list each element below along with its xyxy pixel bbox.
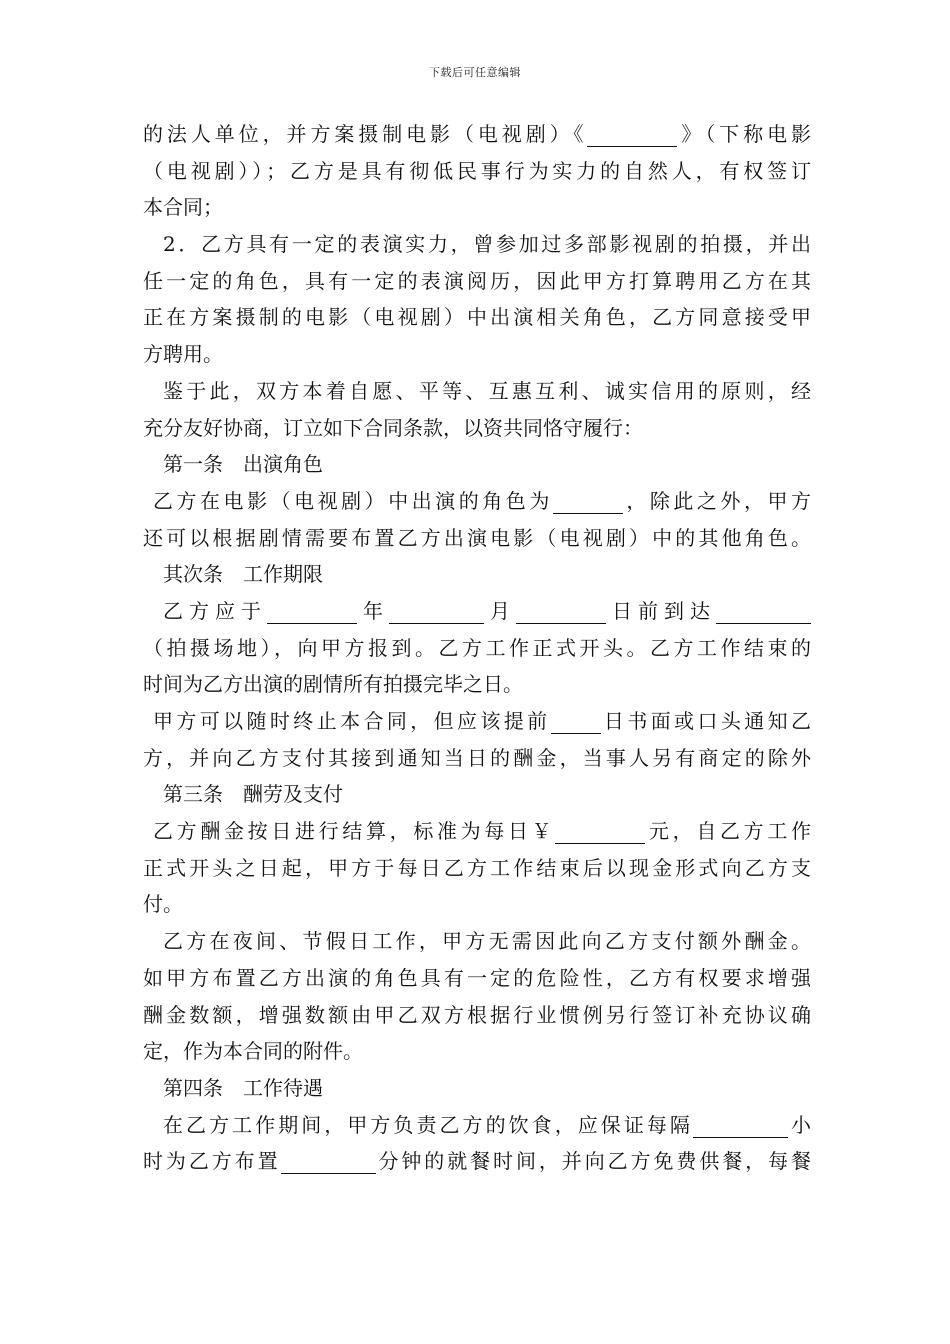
article-heading-1: 第一条 出演角色 xyxy=(163,452,323,477)
text-line: 时间为乙方出演的剧情所有拍摄完毕之日。 xyxy=(143,672,523,697)
text-segment: 时为乙方布置 xyxy=(143,1149,281,1174)
text-segment: 日前到达 xyxy=(606,598,716,623)
meal-minutes-blank xyxy=(281,1149,376,1174)
day-blank xyxy=(516,599,606,624)
text-line: 正式开头之日起，甲方于每日乙方工作结束后以现金形式向乙方支 xyxy=(143,855,811,880)
text-line xyxy=(143,813,811,850)
text-segment: 乙方应于 xyxy=(163,598,267,623)
location-blank xyxy=(716,599,811,624)
text-line: 方聘用。 xyxy=(143,342,223,367)
text-line: 还可以根据剧情需要布置乙方出演电影（电视剧）中的其他角色。 xyxy=(143,525,811,550)
text-line: 如甲方布置乙方出演的角色具有一定的危险性，乙方有权要求增强 xyxy=(143,965,811,990)
text-segment: 的法人单位，并方案摄制电影（电视剧）《 xyxy=(143,122,588,146)
article-heading-2: 其次条 工作期限 xyxy=(163,562,323,587)
contract-body xyxy=(143,116,811,1180)
text-segment: 在乙方工作期间，甲方负责乙方的饮食，应保证每隔 xyxy=(163,1112,693,1137)
text-line: 本合同； xyxy=(143,195,223,220)
text-line: 鉴于此，双方本着自愿、平等、互惠互利、诚实信用的原则，经 xyxy=(163,378,811,403)
page-header: 下载后可任意编辑 xyxy=(429,66,521,79)
meal-interval-blank xyxy=(693,1113,788,1138)
text-segment: 年 xyxy=(357,598,389,623)
text-segment: 乙方酬金按日进行结算，标准为每日￥ xyxy=(153,819,556,844)
daily-fee-blank xyxy=(555,819,645,844)
year-blank xyxy=(267,599,357,624)
role-blank xyxy=(553,489,623,514)
text-line: 正在方案摄制的电影（电视剧）中出演相关角色，乙方同意接受甲 xyxy=(143,305,811,330)
text-segment: ，除此之外，甲方 xyxy=(622,488,812,513)
text-line: 任一定的角色，具有一定的表演阅历，因此甲方打算聘用乙方在其 xyxy=(143,268,811,293)
text-segment: 月 xyxy=(484,598,516,623)
text-segment: 乙方在电影（电视剧）中出演的角色为 xyxy=(153,488,553,513)
text-line: 付。 xyxy=(143,892,183,917)
text-segment: 分钟的就餐时间，并向乙方免费供餐，每餐 xyxy=(375,1149,812,1174)
text-line xyxy=(143,483,811,520)
article-heading-3: 第三条 酬劳及支付 xyxy=(163,782,343,807)
text-line xyxy=(143,593,811,630)
text-line xyxy=(143,116,811,153)
text-line xyxy=(143,703,811,740)
text-segment: 甲方可以随时终止本合同，但应该提前 xyxy=(153,709,551,733)
text-line: 方，并向乙方支付其接到通知当日的酬金，当事人另有商定的除外 xyxy=(143,745,811,770)
text-line: （拍摄场地），向甲方报到。乙方工作正式开头。乙方工作结束的 xyxy=(143,635,811,660)
text-line xyxy=(143,1143,811,1180)
film-title-blank xyxy=(587,122,677,147)
text-line: （电视剧））；乙方是具有彻低民事行为实力的自然人，有权签订 xyxy=(143,158,811,183)
text-line: 定，作为本合同的附件。 xyxy=(143,1039,363,1064)
text-segment: 日书面或口头通知乙 xyxy=(600,709,812,733)
text-line xyxy=(143,1107,811,1144)
text-line: 充分友好协商，订立如下合同条款，以资共同恪守履行： xyxy=(143,415,643,440)
text-segment: 元，自乙方工作 xyxy=(645,819,812,844)
text-segment: 小 xyxy=(787,1112,812,1137)
text-line: 乙方在夜间、节假日工作，甲方无需因此向乙方支付额外酬金。 xyxy=(163,929,811,954)
text-line: 酬金数额，增强数额由甲乙双方根据行业惯例另行签订补充协议确 xyxy=(143,1002,811,1027)
article-heading-4: 第四条 工作待遇 xyxy=(163,1075,323,1100)
text-line: 2．乙方具有一定的表演实力，曾参加过多部影视剧的拍摄，并出 xyxy=(163,232,811,257)
notice-days-blank xyxy=(551,709,601,734)
text-segment: 》（下称电影 xyxy=(677,122,812,146)
month-blank xyxy=(389,599,484,624)
